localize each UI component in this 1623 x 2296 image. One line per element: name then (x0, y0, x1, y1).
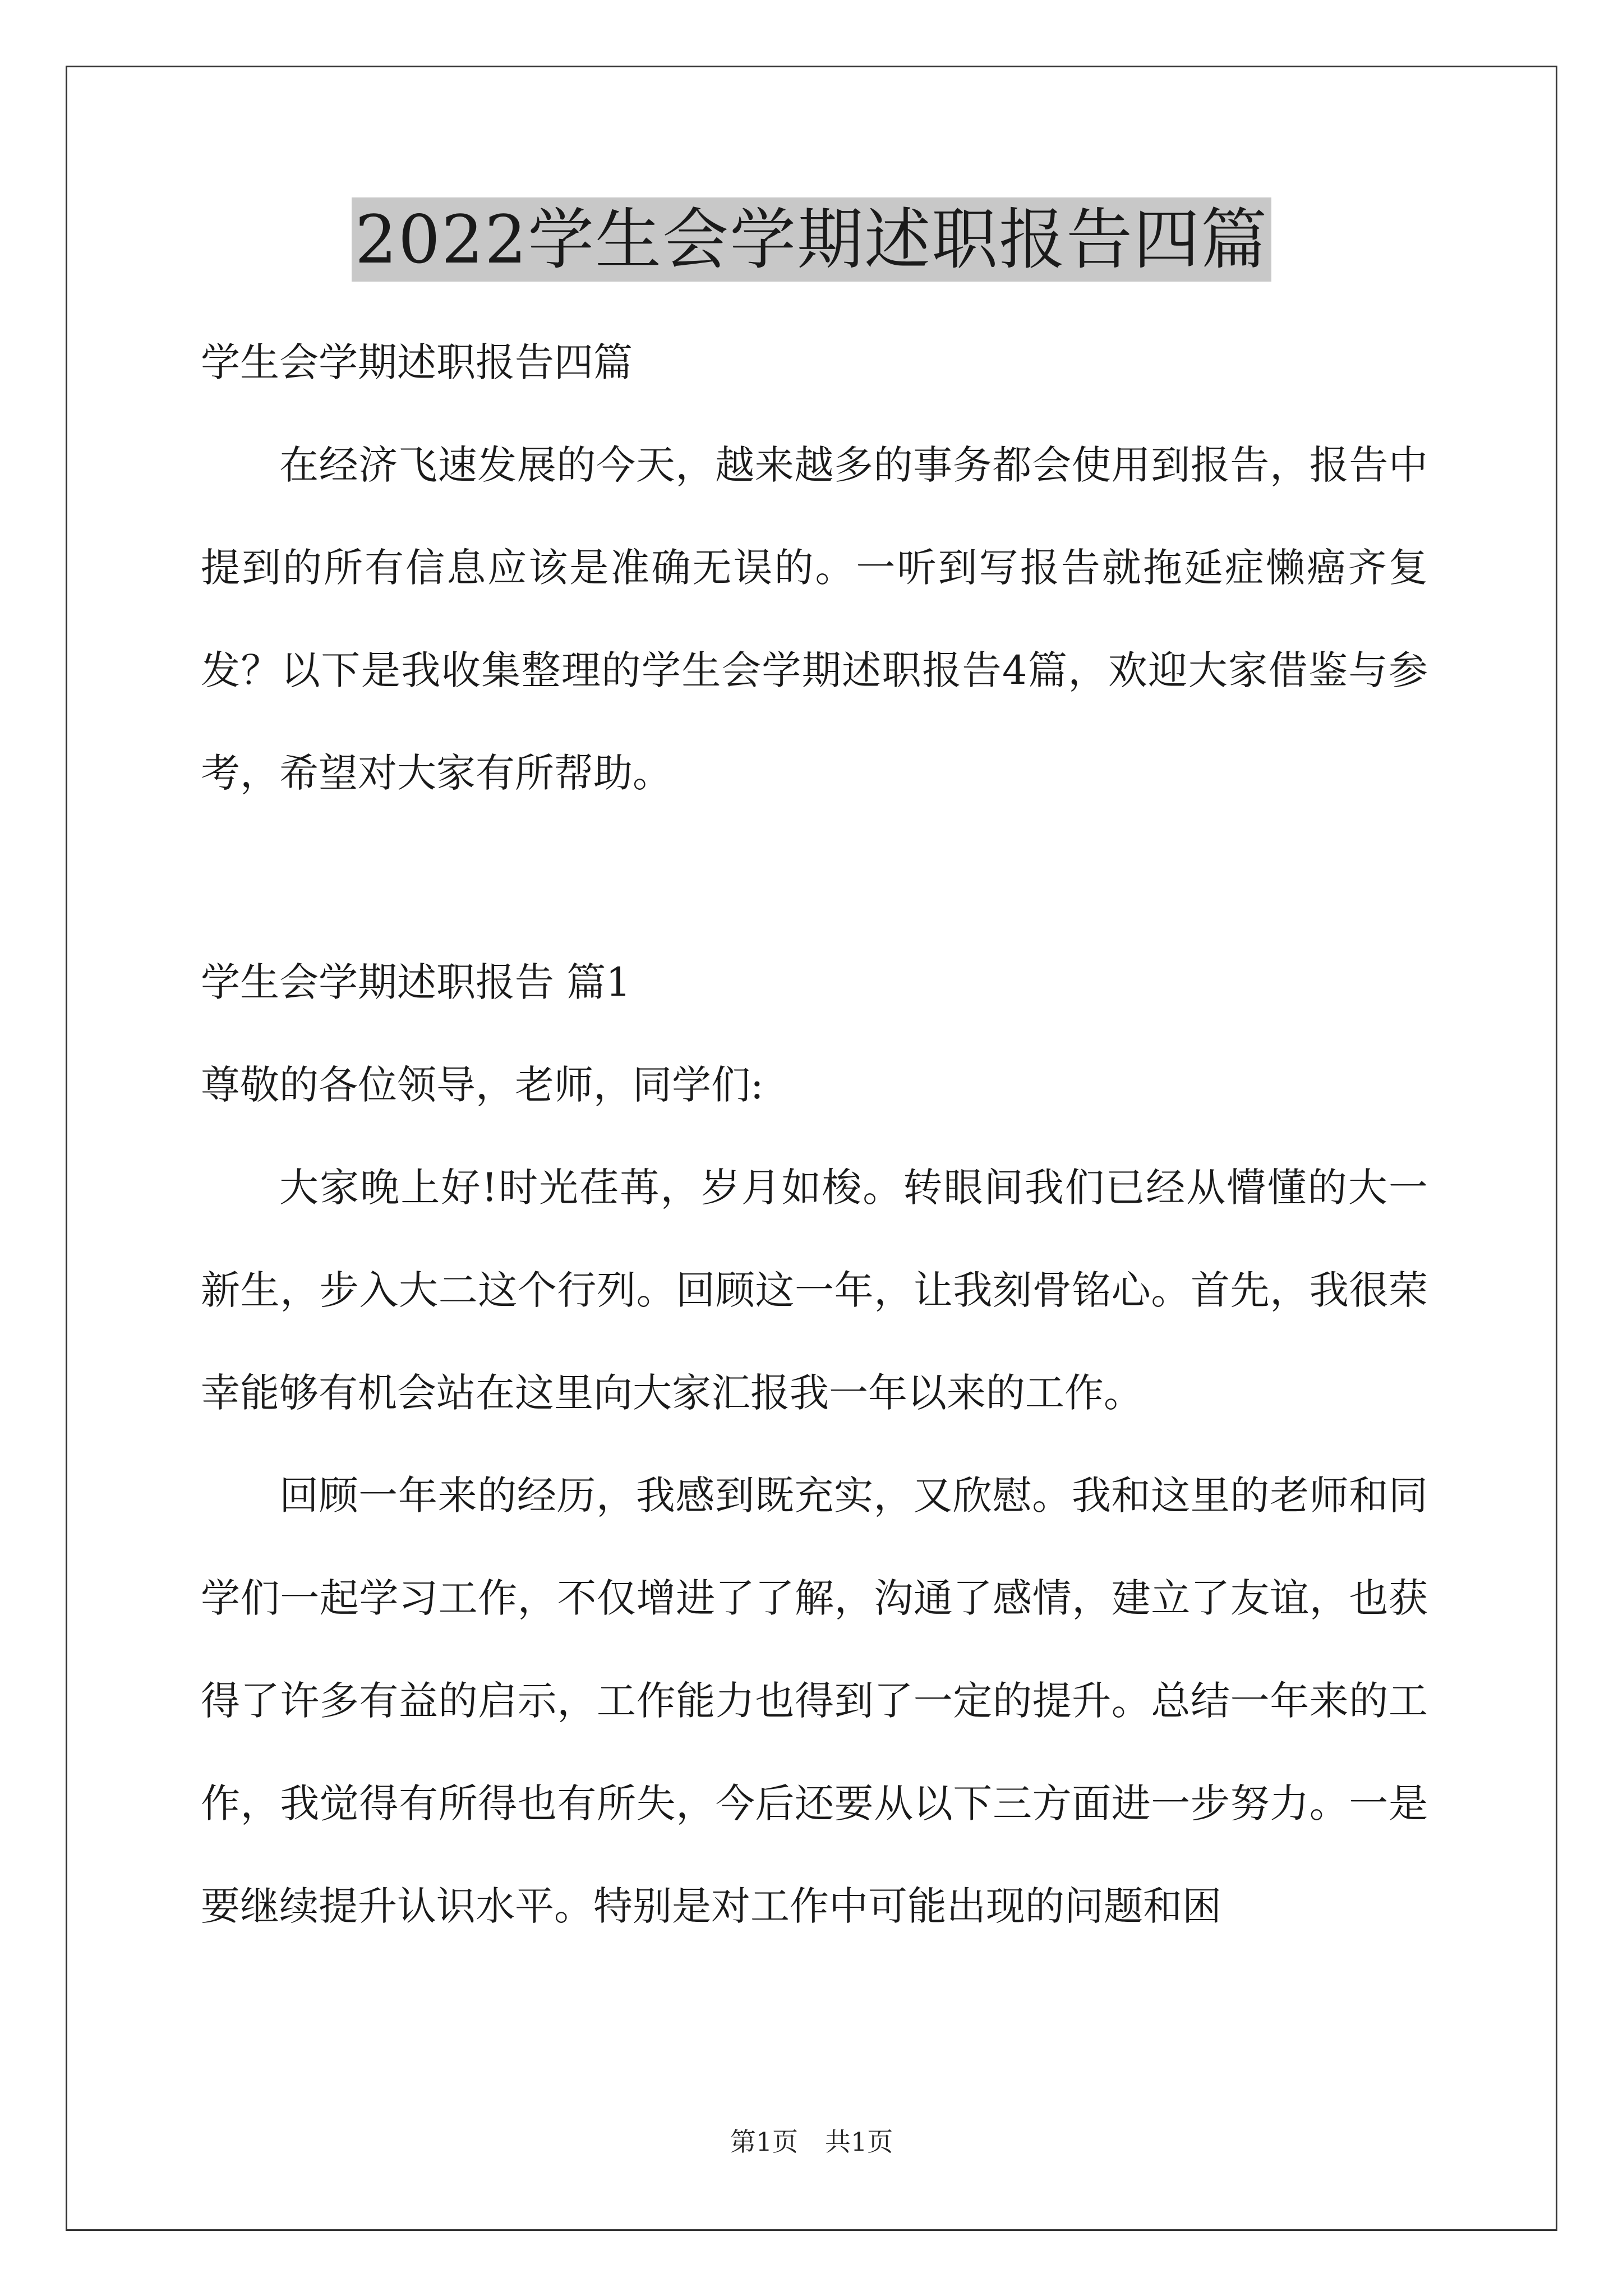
document-body (201, 311, 1428, 1958)
intro-paragraph: 在经济飞速发展的今天，越来越多的事务都会使用到报告，报告中提到的所有信息应该是准确无误的。一听到写报告就拖延症懒癌齐复发？以下是我收集整理的学生会学期述职报告4篇，欢迎大家借鉴与参考，希望对大家有所帮助。 (201, 442, 1428, 796)
document-title: 2022学生会学期述职报告四篇 (352, 197, 1271, 282)
page-footer (0, 2125, 1623, 2159)
body-paragraph-1: 大家晚上好!时光荏苒，岁月如梭。转眼间我们已经从懵懂的大一新生，步入大二这个行列。回顾这一年，让我刻骨铭心。首先，我很荣幸能够有机会站在这里向大家汇报我一年以来的工作。 (201, 1165, 1428, 1416)
page-number: 第1页 (730, 2127, 798, 2157)
salutation: 尊敬的各位领导，老师，同学们: (201, 1062, 764, 1108)
document-subtitle: 学生会学期述职报告四篇 (201, 339, 633, 385)
page-total: 共1页 (825, 2127, 893, 2157)
body-paragraph-2: 回顾一年来的经历，我感到既充实，又欣慰。我和这里的老师和同学们一起学习工作，不仅增进了了解，沟通了感情，建立了友谊，也获得了许多有益的启示，工作能力也得到了一定的提升。总结一年来的工作，我觉得有所得也有所失，今后还要从以下三方面进一步努力。一是要继续提升认识水平。特别是对工作中可能出现的问题和困 (201, 1473, 1428, 1929)
section-spacer (201, 825, 1428, 931)
title-container (0, 197, 1623, 282)
section-heading: 学生会学期述职报告 篇1 (201, 959, 631, 1005)
